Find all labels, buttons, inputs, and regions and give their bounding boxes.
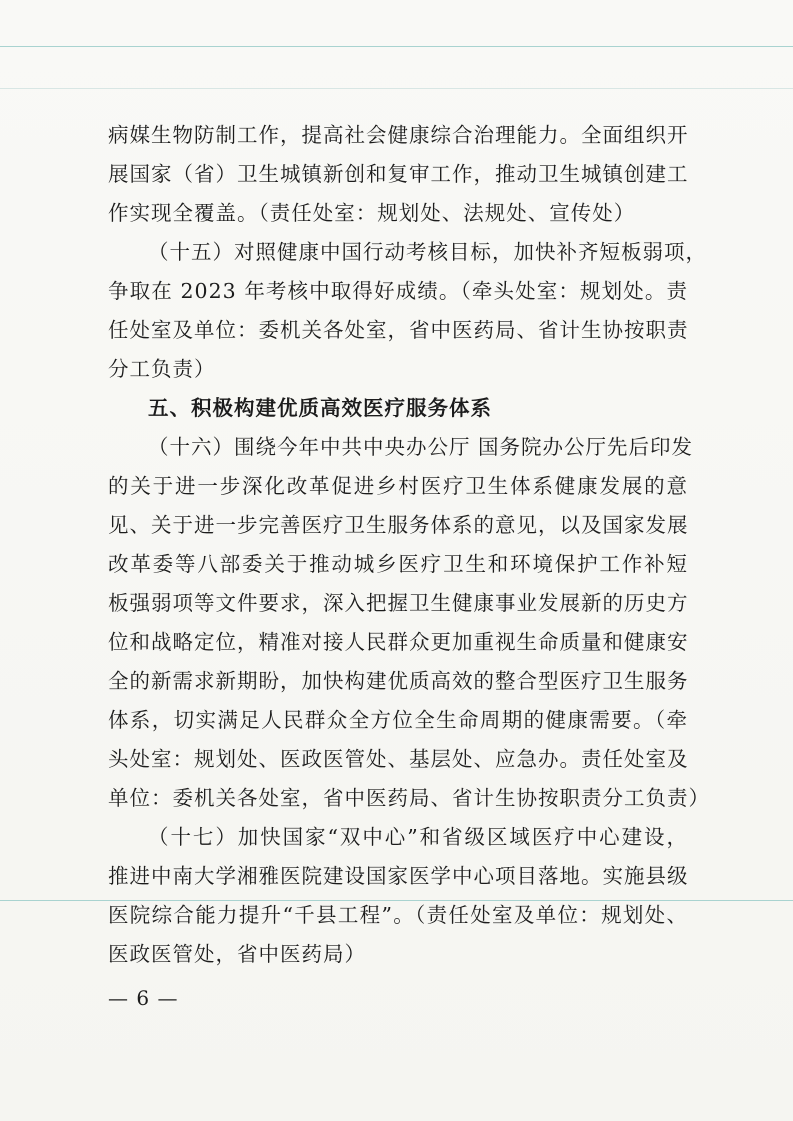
text-line: 医院综合能力提升“千县工程”。（责任处室及单位：规划处、: [108, 903, 688, 927]
text-line: 争取在 2023 年考核中取得好成绩。（牵头处室：规划处。责: [108, 279, 688, 303]
text-line: 改革委等八部委关于推动城乡医疗卫生和环境保护工作补短: [108, 552, 688, 576]
text-line: 推进中南大学湘雅医院建设国家医学中心项目落地。实施县级: [108, 864, 689, 888]
text-line: 单位：委机关各处室，省中医药局、省计生协按职责分工负责）: [108, 786, 710, 810]
text-line: 头处室：规划处、医政医管处、基层处、应急办。责任处室及: [108, 747, 689, 771]
text-line: 医政医管处，省中医药局）: [108, 942, 366, 966]
text-line: 板强弱项等文件要求，深入把握卫生健康事业发展新的历史方: [108, 591, 689, 615]
text-line: 任处室及单位：委机关各处室，省中医药局、省计生协按职责: [108, 318, 689, 342]
text-line: 的关于进一步深化改革促进乡村医疗卫生体系健康发展的意: [108, 474, 688, 498]
text-line: （十六）围绕今年中共中央办公厅 国务院办公厅先后印发: [148, 435, 694, 459]
text-line: 体系，切实满足人民群众全方位全生命周期的健康需要。（牵: [108, 708, 688, 732]
document-body: [108, 116, 710, 974]
top-rule: [0, 46, 793, 47]
text-line: （十七）加快国家“双中心”和省级区域医疗中心建设，: [148, 825, 688, 849]
text-line: 见、关于进一步完善医疗卫生服务体系的意见，以及国家发展: [108, 513, 689, 537]
text-line: （十五）对照健康中国行动考核目标，加快补齐短板弱项，: [148, 240, 707, 264]
section-heading: 五、积极构建优质高效医疗服务体系: [148, 396, 492, 420]
text-line: 位和战略定位，精准对接人民群众更加重视生命质量和健康安: [108, 630, 689, 654]
text-line: 作实现全覆盖。（责任处室：规划处、法规处、宣传处）: [108, 201, 636, 225]
page-number: — 6 —: [108, 986, 179, 1010]
top-rule-faint: [0, 88, 793, 89]
text-line: 病媒生物防制工作，提高社会健康综合治理能力。全面组织开: [108, 123, 689, 147]
text-line: 全的新需求新期盼，加快构建优质高效的整合型医疗卫生服务: [108, 669, 689, 693]
text-line: 分工负责）: [108, 357, 216, 381]
text-line: 展国家（省）卫生城镇新创和复审工作，推动卫生城镇创建工: [108, 162, 689, 186]
